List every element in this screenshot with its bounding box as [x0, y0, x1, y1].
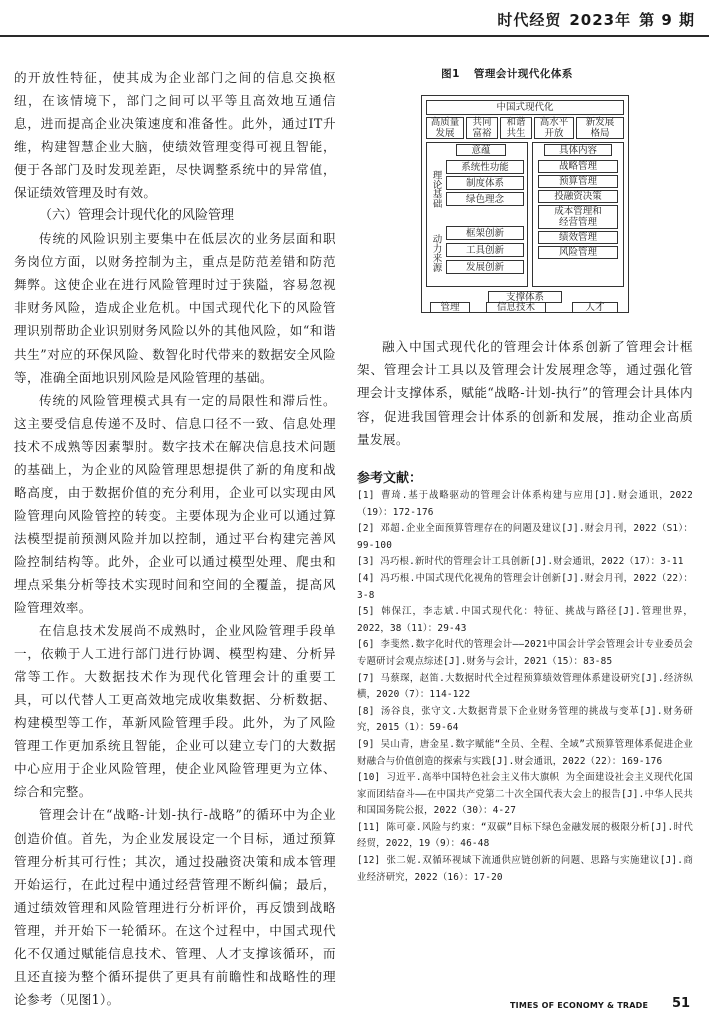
power-item: 框架创新: [446, 226, 524, 240]
content-label: 具体内容: [544, 144, 612, 156]
conclusion: [357, 335, 693, 451]
journal-issue: 第 9 期: [639, 11, 695, 29]
reference-item: [5] 韩保江，李志斌.中国式现代化：特征、挑战与路径[J].管理世界，2022，38（11）：29-43: [357, 606, 693, 634]
reference-item: [10] 习近平.高举中国特色社会主义伟大旗帜 为全面建设社会主义现代化国家而团结奋斗——在中国共产党第二十次全国代表大会上的报告[J].中华人民共和国国务院公报，2022（30）：4-27: [357, 772, 693, 817]
reference-item: [8] 汤谷良，张守文.大数据背景下企业财务管理的挑战与变革[J].财务研究，2015（1）：59-64: [357, 705, 693, 734]
content-item: 成本管理和 经营管理: [538, 205, 618, 229]
power-label: 动力来源: [429, 224, 443, 282]
diagram-top-title: 中国式现代化: [426, 100, 624, 115]
paragraph: 管理会计在“战略-计划-执行-战略”的循环中为企业创造价值。首先，为企业发展设定一个目标，通过预算管理分析其可行性；其次，通过投融资决策和成本管理开始运行，在此过程中通过经营管理不断纠偏；最后，通过绩效管理和风险管理进行分析评价，再反馈到战略管理，并开始下一轮循环。在这个过程中，中国式现代化不仅通过赋能信息技术、管理、人才支撑该循环，而且还直接为整个循环提供了更具有前瞻性和战略性的理论参考（见图1）。: [14, 807, 336, 1007]
diagram-top-item: 新发展 格局: [576, 117, 624, 139]
footer-journal-label: TIMES OF ECONOMY & TRADE: [510, 1001, 649, 1010]
reference-item: [12] 张二妮.双循环视域下流通供应链创新的问题、思路与实施建议[J].商业经济研究，2022（16）：17-20: [357, 855, 693, 883]
journal-header: [497, 9, 695, 30]
figure-caption: [321, 66, 693, 81]
page-number: 51: [672, 996, 691, 1011]
reference-item: [7] 马蔡琛，赵笛.大数据时代全过程预算绩效管理体系建设研究[J].经济纵横，2020（7）：114-122: [357, 672, 693, 701]
header-rule: [0, 35, 709, 37]
right-column: [357, 66, 693, 886]
reference-item: [1] 曹琦.基于战略驱动的管理会计体系构建与应用[J].财会通讯，2022（19）：172-176: [357, 490, 693, 518]
paragraph: 融入中国式现代化的管理会计体系创新了管理会计框架、管理会计工具以及管理会计发展理念等，通过强化管理会计支撑体系，赋能“战略-计划-执行”的管理会计具体内容，促进我国管理会计体系的创新和发展，推动企业高质量发展。: [357, 339, 693, 447]
content-item: 战略管理: [538, 160, 618, 173]
journal-title: 时代经贸: [497, 11, 562, 29]
theory-label: 理论基础: [429, 160, 443, 218]
theory-item: 绿色理念: [446, 192, 524, 206]
diagram-top-item: 高质量 发展: [426, 117, 464, 139]
support-label: 支撑体系: [488, 291, 562, 303]
figure-title: 管理会计现代化体系: [473, 68, 573, 80]
theory-item: 制度体系: [446, 176, 524, 190]
power-item: 工具创新: [446, 243, 524, 257]
content-item: 风险管理: [538, 246, 618, 259]
reference-item: [3] 冯巧根.新时代的管理会计工具创新[J].财会通讯，2022（17）：3-11: [357, 556, 684, 568]
system-diagram: [421, 95, 629, 313]
content-item: 投融资决策: [538, 190, 618, 203]
power-item: 发展创新: [446, 260, 524, 274]
reference-item: [11] 陈可豪.风险与约束：“双碳”目标下绿色金融发展的极限分析[J].时代经贸，2022，19（9）：46-48: [357, 821, 693, 850]
section-heading: （六）管理会计现代化的风险管理: [39, 208, 235, 224]
figure-label: 图1: [441, 68, 460, 80]
references-heading: 参考文献：: [357, 471, 423, 487]
paragraph: 传统的风险管理模式具有一定的局限性和滞后性。这主要受信息传递不及时、信息口径不一致、信息处理技术不成熟等因素掣肘。数字技术在解决信息技术问题的基础上，为企业的风险管理思想提供了新的角度和战略高度，由于数据价值的充分利用，企业可以实现由风险管理向风险管控的转变。主要体现为企业可以通过算法模型提前预测风险并加以控制，通过平台构建完善风险控制结构等。此外，企业可以通过模型处理、爬虫和埋点采集分析等技术实现时间和空间的全覆盖，提高风险管理效率。: [14, 392, 336, 616]
content-item: 预算管理: [538, 175, 618, 188]
support-item: 人才: [572, 302, 618, 313]
reference-item: [6] 李斐然.数字化时代的管理会计——2021中国会计学会管理会计专业委员会专题研讨会观点综述[J].财务与会计，2021（15）：83-85: [357, 639, 693, 667]
support-item: 信息技术: [486, 302, 546, 313]
paragraph: 传统的风险识别主要集中在低层次的业务层面和职务岗位方面，以财务控制为主，重点是防范差错和防范舞弊。这使企业在进行风险管理时过于狭隘，容易忽视非财务风险，造成企业危机。中国式现代化下的风险管理识别帮助企业识别财务风险以外的其他风险，如“和谐共生”对应的环保风险、数智化时代带来的数据安全风险等，准确全面地识别风险是风险管理的基础。: [14, 231, 336, 385]
connotation-label: 意蕴: [456, 144, 506, 156]
journal-year: 2023年: [569, 11, 632, 29]
reference-item: [9] 吴山青，唐金星.数字赋能“全员、全程、全域”式预算管理体系促进企业财融合与价值创造的探索与实践[J].财会通讯，2022（22）：169-176: [357, 738, 693, 767]
left-column: [14, 66, 336, 1011]
diagram-top-item: 共同 富裕: [466, 117, 498, 139]
paragraph: 的开放性特征，使其成为企业部门之间的信息交换枢纽，在该情境下，部门之间可以平等且高效地互通信息，进而提高企业决策速度和准备性。此外，通过IT升维，构建智慧企业大脑，使绩效管理变得可视且智能，便于各部门及时发现差距，尽快调整系统中的异常值，保证绩效管理及时有效。: [14, 70, 336, 201]
reference-item: [2] 邓超.企业全面预算管理存在的问题及建议[J].财会月刊，2022（S1）：99-100: [357, 523, 693, 551]
support-item: 管理: [430, 302, 470, 313]
reference-list: [357, 488, 693, 886]
theory-item: 系统性功能: [446, 160, 524, 174]
content-item: 绩效管理: [538, 231, 618, 244]
reference-item: [4] 冯巧根.中国式现代化视角的管理会计创新[J].财会月刊，2022（22）：3-8: [357, 572, 693, 601]
diagram-top-item: 高水平 开放: [534, 117, 574, 139]
diagram-top-item: 和谐 共生: [500, 117, 532, 139]
paragraph: 在信息技术发展尚不成熟时，企业风险管理手段单一，依赖于人工进行部门进行协调、模型构建、分析异常等工作。大数据技术作为现代化管理会计的重要工具，可以代替人工更高效地完成收集数据、分析数据、构建模型等工作，革新风险管理手段。此外，为了风险管理工作更加系统且智能，企业可以建立专门的大数据中心应用于企业风险管理，使企业风险管理更为立体、综合和完整。: [14, 623, 336, 800]
